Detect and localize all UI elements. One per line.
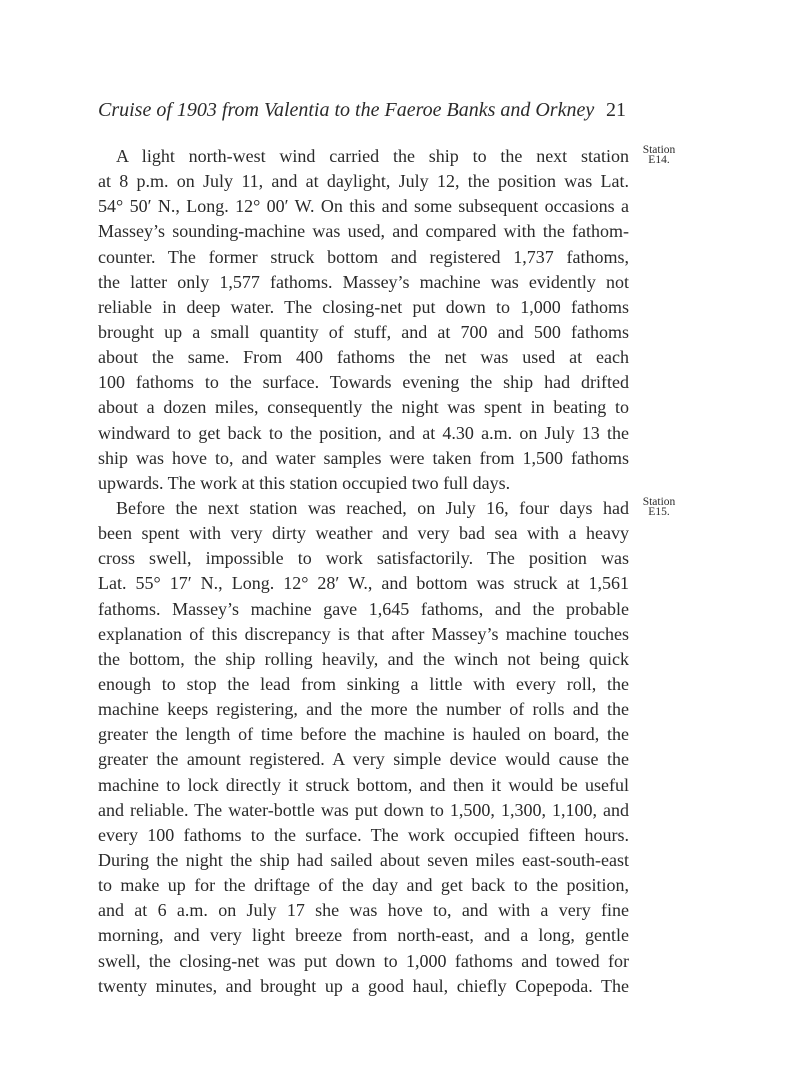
text-line: morning, and very light breeze from north-east, and a long, gentle bbox=[98, 925, 629, 946]
text-line: machine to lock directly it struck bottom, and then it would be useful bbox=[98, 774, 629, 795]
text-line: enough to stop the lead from sinking a little with every roll, the bbox=[98, 673, 629, 694]
text-line: machine keeps registering, and the more the number of rolls and the bbox=[98, 699, 629, 720]
margin-note-station: E14. bbox=[648, 154, 670, 166]
text-line: the bottom, the ship rolling heavily, and the winch not being quick bbox=[98, 648, 629, 669]
body-text bbox=[98, 144, 629, 999]
text-line: explanation of this discrepancy is that after Massey’s machine touches bbox=[98, 623, 629, 644]
text-line: 54° 50′ N., Long. 12° 00′ W. On this and some subsequent occasions a bbox=[98, 196, 629, 217]
text-line: about the same. From 400 fathoms the net was used at each bbox=[98, 347, 629, 368]
text-line: to make up for the driftage of the day and get back to the position, bbox=[98, 875, 629, 896]
text-line: Lat. 55° 17′ N., Long. 12° 28′ W., and bottom was struck at 1,561 bbox=[98, 573, 629, 594]
margin-note-label: Station bbox=[642, 496, 676, 508]
text-line: windward to get back to the position, and at 4.30 a.m. on July 13 the bbox=[98, 422, 629, 443]
text-line: fathoms. Massey’s machine gave 1,645 fathoms, and the probable bbox=[98, 598, 629, 619]
text-line: about a dozen miles, consequently the night was spent in beating to bbox=[98, 397, 629, 418]
text-line: ship was hove to, and water samples were taken from 1,500 fathoms bbox=[98, 447, 629, 468]
text-line: twenty minutes, and brought up a good haul, chiefly Copepoda. The bbox=[98, 975, 629, 996]
text-line: upwards. The work at this station occupied two full days. bbox=[98, 472, 511, 493]
margin-note-label: Station bbox=[642, 144, 676, 156]
text-line: Massey’s sounding-machine was used, and compared with the fathom- bbox=[98, 221, 629, 242]
text-line: cross swell, impossible to work satisfactorily. The position was bbox=[98, 548, 629, 569]
text-line: and reliable. The water-bottle was put down to 1,500, 1,300, 1,100, and bbox=[98, 799, 629, 820]
text-line: Before the next station was reached, on July 16, four days had bbox=[116, 497, 629, 518]
text-line: every 100 fathoms to the surface. The work occupied fifteen hours. bbox=[98, 824, 629, 845]
text-line: counter. The former struck bottom and registered 1,737 fathoms, bbox=[98, 246, 629, 267]
text-line: at 8 p.m. on July 11, and at daylight, July 12, the position was Lat. bbox=[98, 171, 629, 192]
text-line: reliable in deep water. The closing-net put down to 1,000 fathoms bbox=[98, 296, 629, 317]
text-line: greater the length of time before the machine is hauled on board, the bbox=[98, 724, 629, 745]
text-line: swell, the closing-net was put down to 1,000 fathoms and towed for bbox=[98, 950, 629, 971]
text-line: and at 6 a.m. on July 17 she was hove to, and with a very fine bbox=[98, 900, 629, 921]
text-line: been spent with very dirty weather and very bad sea with a heavy bbox=[98, 523, 629, 544]
page-number: 21 bbox=[606, 99, 626, 121]
margin-note-station-e15 bbox=[634, 497, 684, 517]
margin-note-station: E15. bbox=[648, 506, 670, 518]
text-line: brought up a small quantity of stuff, and at 700 and 500 fathoms bbox=[98, 321, 629, 342]
text-line: the latter only 1,577 fathoms. Massey’s machine was evidently not bbox=[98, 271, 629, 292]
text-line: A light north-west wind carried the ship to the next station bbox=[116, 146, 629, 166]
running-title: Cruise of 1903 from Valentia to the Faeroe Banks and Orkney bbox=[98, 99, 595, 121]
text-line: During the night the ship had sailed about seven miles east-south-east bbox=[98, 849, 629, 870]
margin-note-station-e14 bbox=[634, 145, 684, 165]
text-line: greater the amount registered. A very simple device would cause the bbox=[98, 749, 629, 770]
page-header bbox=[98, 95, 626, 125]
text-line: 100 fathoms to the surface. Towards evening the ship had drifted bbox=[98, 372, 629, 393]
